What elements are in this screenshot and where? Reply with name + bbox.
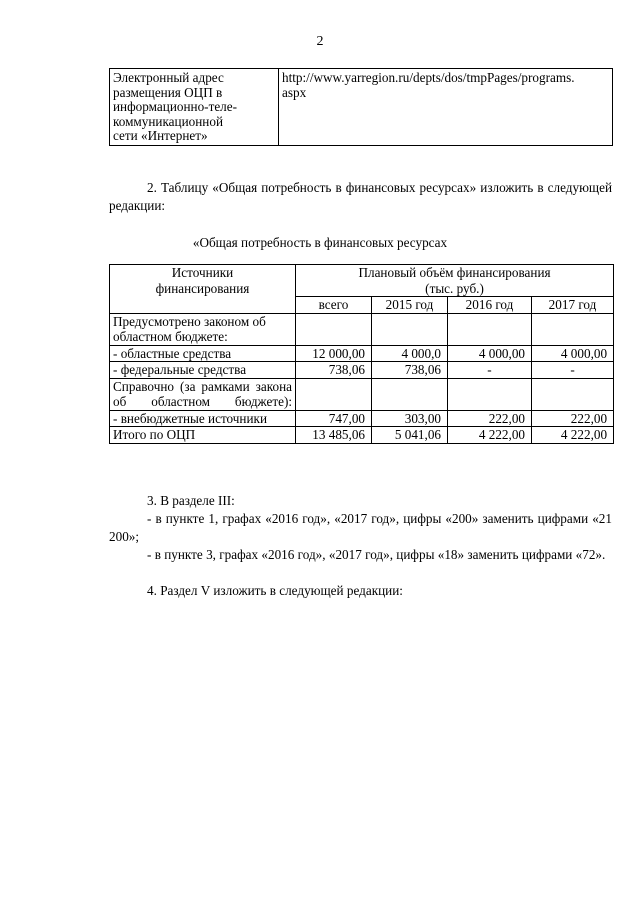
table-title: «Общая потребность в финансовых ресурсах [192, 235, 448, 250]
cell-total: 12 000,00 [296, 345, 372, 362]
address-label: Электронный адрес размещения ОЦП в информационно-теле- коммуникационной сети «Интернет» [110, 69, 279, 146]
financing-table [109, 264, 614, 444]
cell-2017: 4 222,00 [532, 427, 614, 444]
table-row [110, 410, 614, 427]
cell-2016: 4 000,00 [448, 345, 532, 362]
paragraph-3-heading: 3. В разделе III: [147, 493, 235, 508]
cell-2017: - [532, 362, 614, 379]
cell-2015: 5 041,06 [372, 427, 448, 444]
cell-2016: - [448, 362, 532, 379]
cell-total: 738,06 [296, 362, 372, 379]
header-plan: Плановый объём финансирования (тыс. руб.) [296, 265, 614, 297]
paragraph-4: 4. Раздел V изложить в следующей редакции: [147, 583, 403, 598]
cell-2015: 303,00 [372, 410, 448, 427]
cell-total: 13 485,06 [296, 427, 372, 444]
col-2016: 2016 год [448, 297, 532, 314]
table-total-row [110, 427, 614, 444]
table-row [110, 362, 614, 379]
paragraph-3-item-2: - в пункте 3, графах «2016 год», «2017 год», цифры «18» заменить цифрами «72». [147, 547, 606, 562]
row-label: - внебюджетные источники [110, 410, 296, 427]
table-row [110, 69, 613, 146]
row-label: - федеральные средства [110, 362, 296, 379]
cell-2016: 222,00 [448, 410, 532, 427]
table-row [110, 345, 614, 362]
paragraph-2: 2. Таблицу «Общая потребность в финансовых ресурсах» изложить в следующей редакции: [109, 180, 612, 213]
col-total: всего [296, 297, 372, 314]
row-label: Итого по ОЦП [110, 427, 296, 444]
table-row [110, 378, 614, 410]
cell-2017: 4 000,00 [532, 345, 614, 362]
col-2015: 2015 год [372, 297, 448, 314]
cell-2017: 222,00 [532, 410, 614, 427]
section-law-label: Предусмотрено законом об областном бюджете: [110, 313, 296, 345]
table-header-row [110, 265, 614, 297]
cell-total: 747,00 [296, 410, 372, 427]
header-sources: Источники финансирования [110, 265, 296, 314]
cell-2016: 4 222,00 [448, 427, 532, 444]
section-ref-label: Справочно (за рамками закона об областном бюджете): [110, 378, 296, 410]
program-info-table [109, 68, 613, 146]
cell-2015: 4 000,0 [372, 345, 448, 362]
cell-2015: 738,06 [372, 362, 448, 379]
page-number: 2 [316, 34, 324, 49]
col-2017: 2017 год [532, 297, 614, 314]
row-label: - областные средства [110, 345, 296, 362]
paragraph-3-item-1: - в пункте 1, графах «2016 год», «2017 год», цифры «200» заменить цифрами «21 200»; [109, 511, 612, 544]
address-url: http://www.yarregion.ru/depts/dos/tmpPages/programs. aspx [279, 69, 613, 146]
table-row [110, 313, 614, 345]
